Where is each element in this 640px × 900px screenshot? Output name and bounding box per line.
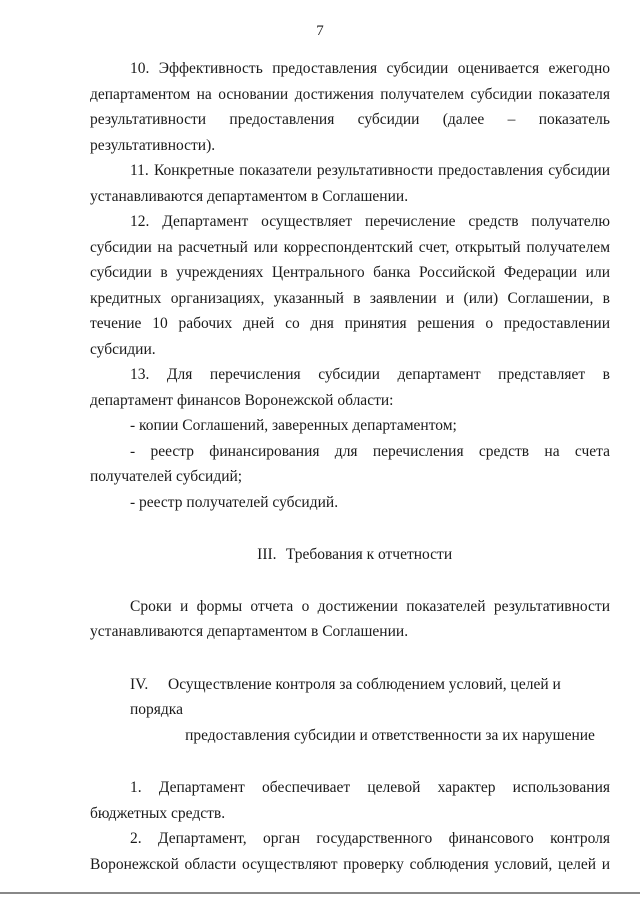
list-item-financing-register: - реестр финансирования для перечисления средств на счета получателей субсидий; [90,442,610,485]
paragraph-reporting: Сроки и формы отчета о достижении показателей результативности устанавливаются департаментом в Соглашении. [90,597,610,640]
section-heading-iv [90,672,610,749]
list-item-copies: - копии Соглашений, заверенных департаментом; [130,417,457,434]
document-body [90,56,610,877]
paragraph-12: 12. Департамент осуществляет перечисление средств получателю субсидии на расчетный или корреспондентский счет, открытый получателем субсидии в учреждениях Центрального банка Российской Федерации или кредитных организациях, указанный в заявлении и (или) Соглашении, в течение 10 рабочих дней со дня принятия решения о предоставлении субсидии. [90,213,610,358]
section-heading-iii [90,542,610,568]
paragraph-10: 10. Эффективность предоставления субсидии оценивается ежегодно департаментом на основании достижения получателем субсидии показателя результативности предоставления субсидии (далее – показатель результативности). [90,60,610,154]
page-number: 7 [316,23,324,39]
page-bottom-border [0,892,640,894]
paragraph-control-1: 1. Департамент обеспечивает целевой характер использования бюджетных средств. [90,779,610,822]
list-item-recipients-register: - реестр получателей субсидий. [130,493,339,511]
section-title-line2: предоставления субсидии и ответственности за их нарушение [185,726,595,744]
section-title: Требования к отчетности [285,546,453,563]
paragraph-control-2: 2. Департамент, орган государственного финансового контроля Воронежской области осуществляют проверку соблюдения условий, целей и [90,830,610,873]
paragraph-11: 11. Конкретные показатели результативности предоставления субсидии устанавливаются департаментом в Соглашении. [90,162,610,205]
section-title-line1: Осуществление контроля за соблюдением условий, целей и порядка [130,675,561,718]
section-number: IV. [130,675,149,693]
paragraph-13: 13. Для перечисления субсидии департамент представляет в департамент финансов Воронежской области: [90,366,610,409]
section-number: III. [257,546,277,563]
